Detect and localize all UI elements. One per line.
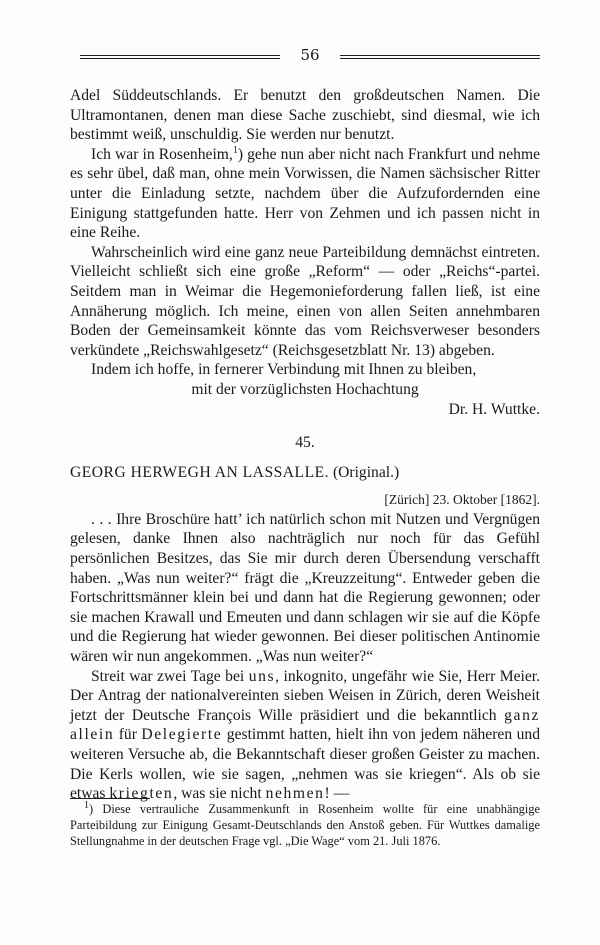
letter-signature: Dr. H. Wuttke. bbox=[448, 400, 540, 418]
page-header bbox=[80, 46, 540, 66]
section-number: 45. bbox=[295, 434, 315, 452]
paragraph-hoffnung: Indem ich hoffe, in fernerer Verbindung mit Ihnen zu bleiben, bbox=[91, 361, 477, 379]
heading-note: (Original.) bbox=[332, 463, 400, 481]
footnote-text bbox=[70, 801, 540, 850]
emphasis-text: Delegierte bbox=[141, 726, 223, 744]
paragraph-text: gestimmt hatten, hielt ihn von jedem näheren und weiteren Versuche ab, die Bekanntschaft dieser großen Geister zu machen. Die Kerls wollen, wie sie sagen, „nehmen was sie kriegen“. Als ob sie etwas bbox=[70, 726, 540, 803]
paragraph-continuation: Adel Süddeutschlands. Er benutzt den großdeutschen Namen. Die Ultramontanen, denen man diese Sache zuschiebt, sind diesmal, wie ich bestimmt weiß, unschuldig. Sie werden nur benutzt. bbox=[70, 87, 540, 144]
emphasis-text: uns bbox=[248, 667, 276, 685]
letter-date: [Zürich] 23. Oktober [1862]. bbox=[384, 492, 540, 508]
letter-closing: mit der vorzüglichsten Hochachtung bbox=[191, 380, 419, 398]
paragraph-text: Streit war zwei Tage bei bbox=[91, 667, 249, 685]
paragraph-parteibildung: Wahrscheinlich wird eine ganz neue Parteibildung demnächst eintreten. Vielleicht schließt sich eine große „Reform“ — oder „Reichs“-partei. Seitdem man in Weimar die Hegemonieforderung fallen ließ, ist eine Annäherung möglich. Ich meine, einen von allen Seiten annehmbaren Boden der Gemeinsamkeit könnte das vom Reichsverweser besonders verkündete „Reichswahlgesetz“ (Reichsgesetzblatt Nr. 13) abgeben. bbox=[70, 243, 540, 359]
footnote-body: ) Diese vertrauliche Zusammenkunft in Rosenheim wollte für eine unabhängige Parteibildung zur Einigung Gesamt-Deutschlands den Anstoß geben. Für Wuttkes damalige Stellungnahme in der deutschen Frage vgl. „Die Wage“ vom 21. Juli 1876. bbox=[70, 802, 540, 849]
heading-name: GEORG HERWEGH AN LASSALLE. bbox=[70, 463, 330, 481]
paragraph-streit bbox=[70, 667, 540, 804]
paragraph-text: ) gehe nun aber nicht nach Frankfurt und nehme es sehr übel, daß man, ohne mein Vorwissen, die Namen sächsischer Ritter unter die Einladung setzte, nachdem über die Aufzufordernden eine Einigung stattgefunden hatte. Herr von Zehmen und ich passen nicht in eine Reihe. bbox=[70, 145, 540, 242]
emphasis-text: kriegten bbox=[109, 785, 174, 803]
paragraph-text: , inkognito, ungefähr wie Sie, Herr Meier. Der Antrag der nationalvereinten sieben Weisen in Zürich, deren Weisheit jetzt der Deutsche François Wille präsidiert und die bekanntlich bbox=[70, 667, 541, 724]
main-text bbox=[70, 86, 540, 804]
paragraph-rosenheim bbox=[70, 145, 540, 243]
page-number: 56 bbox=[300, 46, 320, 64]
paragraph-text: ! — bbox=[324, 785, 350, 803]
footnote-rule bbox=[70, 798, 150, 799]
paragraph-broschuere: . . . Ihre Broschüre hatt’ ich natürlich schon mit Nutzen und Vergnügen gelesen, danke Ihnen also nachträglich nur noch für das Gefühl persönlichen Besitzes, das Sie mir durch deren Übersendung verschafft haben. „Was nun weiter?“ frägt die „Kreuzzeitung“. Entweder geben die Fortschrittsmänner klein bei und dann hat die Regierung gewonnen; oder sie machen Krawall und Emeuten und dann schlagen wir sie auf die Köpfe und die Regierung hat wieder gewonnen. Bei dieser politischen Antinomie wären wir nun angekommen. „Was nun weiter?“ bbox=[70, 510, 540, 666]
emphasis-text: ganz allein bbox=[70, 706, 540, 744]
footnote bbox=[70, 801, 540, 850]
footnote-marker: 1 bbox=[84, 799, 89, 811]
paragraph-text: für bbox=[114, 726, 142, 744]
emphasis-text: nehmen bbox=[265, 785, 325, 803]
section-heading bbox=[70, 463, 540, 483]
paragraph-text: Ich war in Rosenheim, bbox=[91, 145, 233, 163]
paragraph-text: , was sie nicht bbox=[173, 785, 266, 803]
header-rule-right bbox=[340, 55, 540, 56]
footnote-reference: 1 bbox=[232, 144, 238, 156]
